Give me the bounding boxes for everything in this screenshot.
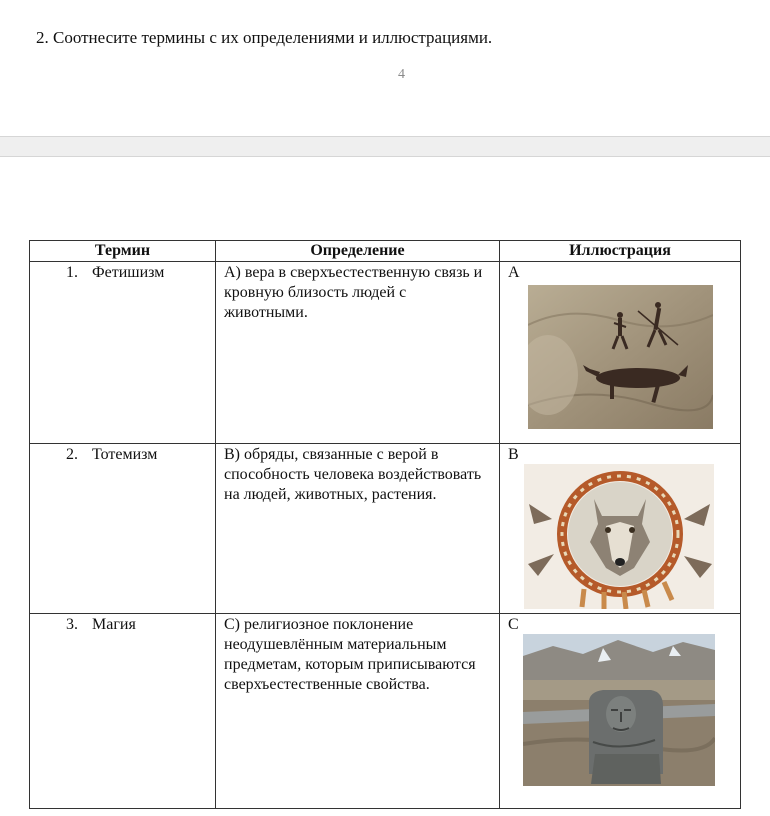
term-cell xyxy=(30,614,216,809)
term-cell xyxy=(30,262,216,444)
term-number: 1. xyxy=(66,264,78,281)
matching-table xyxy=(29,240,741,809)
definition-cell: С) религиозное поклонение неодушевлённым материальным предметам, которым приписываются сверхъестественные свойства. xyxy=(216,614,500,809)
definition-cell: А) вера в сверхъестественную связь и кровную близость людей с животными. xyxy=(216,262,500,444)
definition-cell: В) обряды, связанные с верой в способность человека воздействовать на людей, животных, растения. xyxy=(216,444,500,614)
task-title: 2. Соотнесите термины с их определениями и иллюстрациями. xyxy=(36,28,493,47)
illustration-cell xyxy=(500,262,741,444)
rock-art-image xyxy=(528,285,713,429)
illustration-letter: А xyxy=(508,264,520,281)
header-illustration: Иллюстрация xyxy=(500,241,741,262)
illustration-letter: С xyxy=(508,616,519,633)
term-name: Магия xyxy=(92,616,136,633)
page-break-divider xyxy=(0,136,770,157)
table-row xyxy=(30,262,741,444)
table-header-row xyxy=(30,241,741,262)
table-row xyxy=(30,614,741,809)
header-definition: Определение xyxy=(216,241,500,262)
table-row xyxy=(30,444,741,614)
stone-idol-image xyxy=(523,634,715,786)
page-number: 4 xyxy=(398,67,405,82)
term-name: Фетишизм xyxy=(92,264,165,281)
wolf-dreamcatcher-image xyxy=(524,464,714,609)
header-term: Термин xyxy=(30,241,216,262)
term-number: 3. xyxy=(66,616,78,633)
term-name: Тотемизм xyxy=(92,446,158,463)
illustration-cell xyxy=(500,444,741,614)
illustration-letter: В xyxy=(508,446,519,463)
term-cell xyxy=(30,444,216,614)
term-number: 2. xyxy=(66,446,78,463)
illustration-cell xyxy=(500,614,741,809)
